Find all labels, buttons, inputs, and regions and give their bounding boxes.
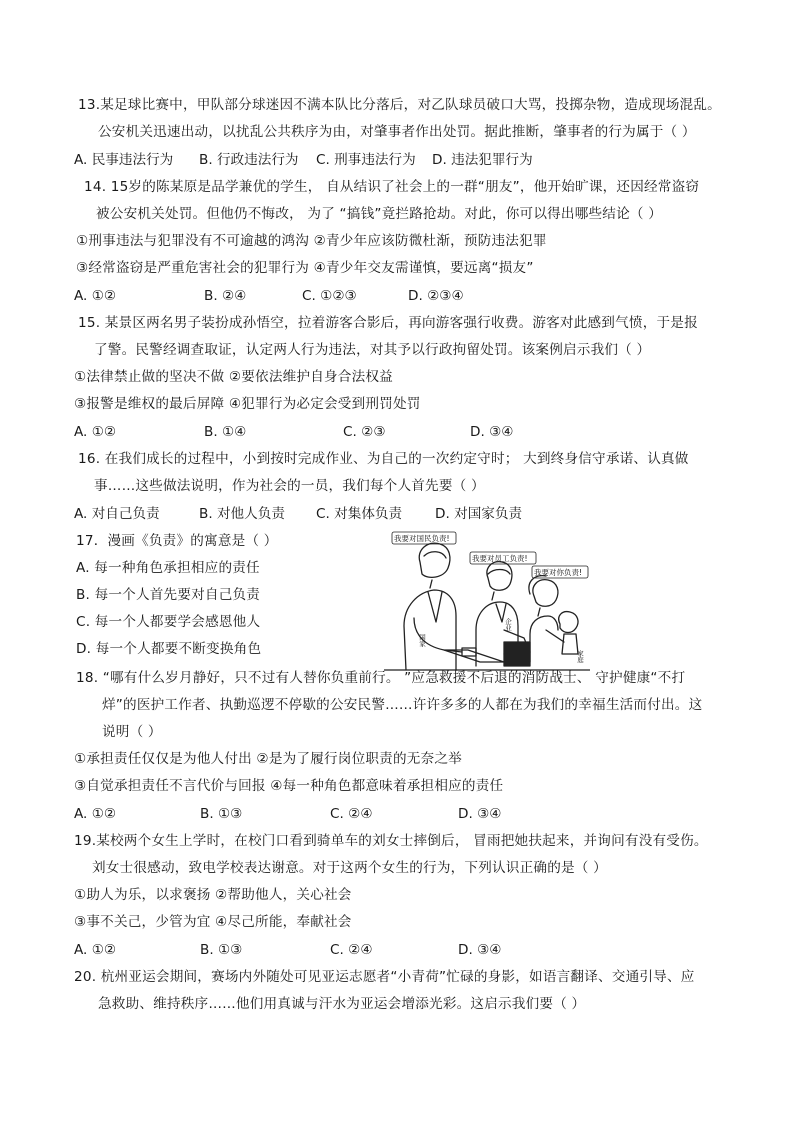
q18-option-d: D. ③④ bbox=[458, 806, 502, 822]
q16-stem-line2: 事……这些做法说明，作为社会的一员，我们每个人首先要（ ） bbox=[94, 478, 485, 494]
q14-option-d: D. ②③④ bbox=[408, 288, 464, 304]
q15-option-b: B. ①④ bbox=[204, 424, 247, 440]
bubble3-text: 我要对你负责! bbox=[534, 568, 583, 577]
q19-option-b: B. ①③ bbox=[200, 942, 243, 958]
q13-options bbox=[74, 150, 734, 170]
bubble1-text: 我要对国民负责! bbox=[394, 534, 450, 543]
child-head bbox=[559, 612, 578, 633]
q15-options bbox=[74, 422, 734, 442]
q18-stem-line3: 说明（ ） bbox=[102, 724, 162, 740]
q18-statement-3-4: ③自觉承担责任不言代价与回报 ④每一种角色都意味着承担相应的责任 bbox=[74, 778, 504, 794]
q15-statement-1-2: ①法律禁止做的坚决不做 ②要依法维护自身合法权益 bbox=[74, 369, 393, 385]
q15-option-c: C. ②③ bbox=[343, 424, 386, 440]
q13-stem-line1: 13.某足球比赛中，甲队部分球迷因不满本队比分落后，对乙队球员破口大骂，投掷杂物，造成现场混乱。 bbox=[78, 97, 721, 113]
q17-cartoon bbox=[384, 530, 590, 672]
q15-option-a: A. ①② bbox=[74, 424, 117, 440]
q19-stem-line2: 刘女士很感动，致电学校表达谢意。对于这两个女生的行为，下列认识正确的是（ ） bbox=[92, 860, 607, 876]
q20-stem-line1: 20. 杭州亚运会期间，赛场内外随处可见亚运志愿者“小青荷”忙碌的身影，如语言翻译、交通引导、应 bbox=[74, 969, 695, 985]
q14-stem-line2: 被公安机关处罚。但他仍不悔改， 为了 “搞钱”竟拦路抢劫。对此，你可以得出哪些结论（ ） bbox=[96, 206, 663, 222]
q16-option-d: D. 对国家负责 bbox=[435, 506, 523, 522]
q17-stem: 17．漫画《负责》的寓意是（ ） bbox=[76, 533, 278, 549]
q17-option-b: B. 每一个人首先要对自己负责 bbox=[76, 587, 261, 603]
q16-option-a: A. 对自己负责 bbox=[74, 506, 160, 522]
q15-option-d: D. ③④ bbox=[470, 424, 514, 440]
bubble2-text: 我要对员工负责! bbox=[472, 554, 528, 563]
q18-statement-1-2: ①承担责任仅仅是为他人付出 ②是为了履行岗位职责的无奈之举 bbox=[74, 751, 462, 767]
q15-stem-line1: 15. 某景区两名男子装扮成孙悟空，拉着游客合影后，再向游客强行收费。游客对此感到气愤，于是报 bbox=[78, 315, 698, 331]
label-nation: 国家 bbox=[418, 634, 426, 647]
q18-option-b: B. ①③ bbox=[200, 806, 243, 822]
q18-options bbox=[74, 804, 734, 824]
q16-option-b: B. 对他人负责 bbox=[199, 506, 285, 522]
q20-stem-line2: 急救助、维持秩序……他们用真诚与汗水为亚运会增添光彩。这启示我们要（ ） bbox=[98, 996, 586, 1012]
person3-head bbox=[533, 580, 558, 607]
q14-statement-3-4: ③经常盗窃是严重危害社会的犯罪行为 ④青少年交友需谨慎，要远离“损友” bbox=[76, 260, 534, 276]
q15-statement-3-4: ③报警是维权的最后屏障 ④犯罪行为必定会受到刑罚处罚 bbox=[74, 396, 421, 412]
q19-options bbox=[74, 940, 734, 960]
q13-option-b: B. 行政违法行为 bbox=[199, 152, 299, 168]
q19-statement-1-2: ①助人为乐，以求褒扬 ②帮助他人，关心社会 bbox=[74, 887, 352, 903]
label-family: 家庭 bbox=[576, 650, 584, 663]
q18-stem-line2: 烊”的医护工作者、执勤巡逻不停歇的公安民警……许许多多的人都在为我们的幸福生活而付出。这 bbox=[102, 697, 703, 713]
q18-option-c: C. ②④ bbox=[330, 806, 373, 822]
q13-option-a: A. 民事违法行为 bbox=[74, 152, 174, 168]
q19-option-d: D. ③④ bbox=[458, 942, 502, 958]
q14-statement-1-2: ①刑事违法与犯罪没有不可逾越的鸿沟 ②青少年应该防微杜渐，预防违法犯罪 bbox=[76, 233, 547, 249]
q19-stem-line1: 19.某校两个女生上学时，在校门口看到骑单车的刘女士摔倒后， 冒雨把她扶起来，并询问有没有受伤。 bbox=[74, 833, 708, 849]
q19-statement-3-4: ③事不关己，少管为宜 ④尽己所能，奉献社会 bbox=[74, 914, 352, 930]
q14-options bbox=[74, 286, 734, 306]
q19-option-c: C. ②④ bbox=[330, 942, 373, 958]
q14-option-a: A. ①② bbox=[74, 288, 117, 304]
person1-head bbox=[419, 543, 450, 577]
person2-head bbox=[487, 562, 512, 591]
q17-option-a: A. 每一种角色承担相应的责任 bbox=[76, 560, 260, 576]
q17-option-d: D. 每一个人都要不断变换角色 bbox=[76, 641, 262, 657]
q15-stem-line2: 了警。民警经调查取证，认定两人行为违法，对其予以行政拘留处罚。该案例启示我们（ ） bbox=[94, 342, 651, 358]
cartoon-drawing bbox=[384, 530, 590, 672]
q18-stem-line1: 18. “哪有什么岁月静好，只不过有人替你负重前行。 ”应急救援不后退的消防战士、 守护健康“不打 bbox=[76, 670, 686, 686]
q13-stem-line2: 公安机关迅速出动，以扰乱公共秩序为由，对肇事者作出处罚。据此推断，肇事者的行为属于（ ） bbox=[98, 124, 696, 140]
person3-body bbox=[530, 616, 558, 662]
q14-stem-line1: 14. 15岁的陈某原是品学兼优的学生， 自从结识了社会上的一群“朋友”，他开始旷课，还因经常盗窃 bbox=[84, 179, 700, 195]
q13-option-d: D. 违法犯罪行为 bbox=[432, 152, 533, 168]
q14-option-c: C. ①②③ bbox=[302, 288, 357, 304]
q16-stem-line1: 16. 在我们成长的过程中，小到按时完成作业、为自己的一次约定守时； 大到终身信守承诺、认真做 bbox=[78, 451, 689, 467]
label-enterprise: 企业 bbox=[504, 618, 512, 631]
q16-option-c: C. 对集体负责 bbox=[316, 506, 403, 522]
q17-option-c: C. 每一个人都要学会感恩他人 bbox=[76, 614, 261, 630]
q16-options bbox=[74, 504, 734, 524]
q14-option-b: B. ②④ bbox=[204, 288, 247, 304]
q19-option-a: A. ①② bbox=[74, 942, 117, 958]
q13-option-c: C. 刑事违法行为 bbox=[316, 152, 416, 168]
q18-option-a: A. ①② bbox=[74, 806, 117, 822]
